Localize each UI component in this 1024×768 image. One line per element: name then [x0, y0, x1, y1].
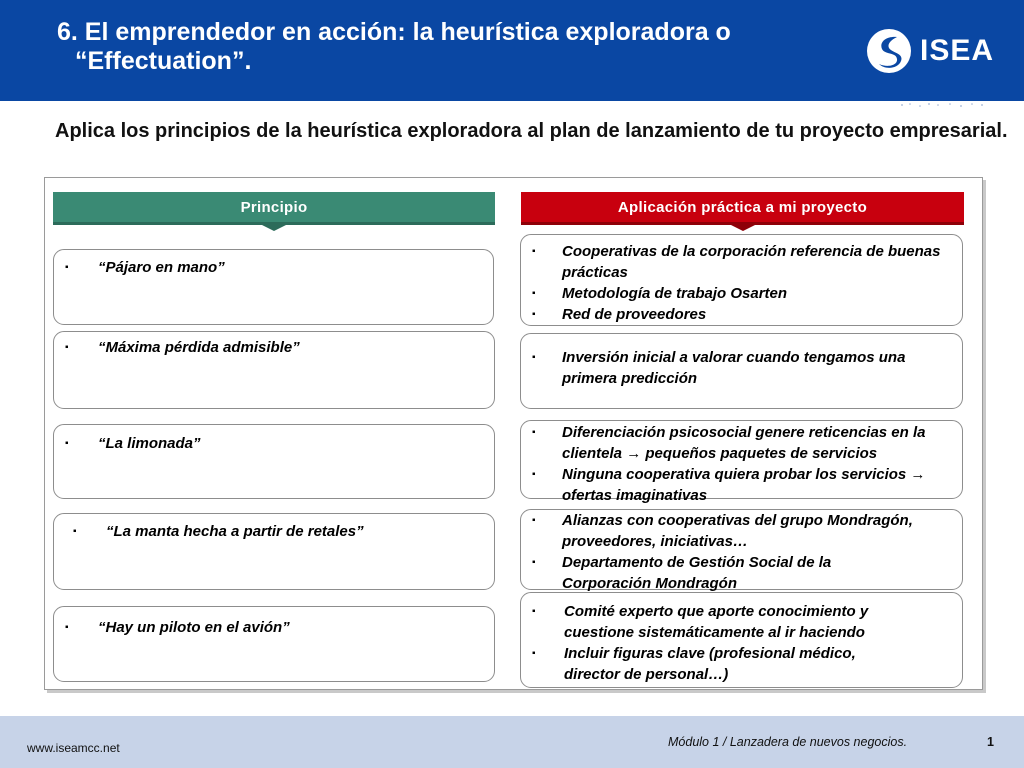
bullet-icon: ▪	[532, 648, 536, 659]
principle-item	[54, 521, 494, 542]
principle-header-notch	[262, 225, 286, 231]
application-text: Alianzas con cooperativas del grupo Mondragón, proveedores, iniciativas…	[562, 512, 913, 550]
principle-text: “La manta hecha a partir de retales”	[106, 523, 364, 540]
slide-subtitle: Aplica los principios de la heurística exploradora al plan de lanzamiento de tu proyecto empresarial.	[55, 120, 1008, 142]
header-decorative-dots	[898, 102, 988, 108]
application-box-2	[520, 333, 963, 409]
application-text: Comité experto que aporte conocimiento y cuestione sistemáticamente al ir haciendo	[564, 603, 869, 641]
application-text: Ninguna cooperativa quiera probar los servicios → ofertas imaginativas	[562, 466, 926, 504]
application-box-1	[520, 234, 963, 326]
bullet-icon: ▪	[532, 557, 536, 568]
isea-logo	[866, 28, 996, 76]
slide-title	[57, 18, 847, 76]
bullet-icon: ▪	[532, 309, 536, 320]
application-box-3	[520, 420, 963, 504]
principle-column-header-label: Principio	[240, 198, 308, 216]
page-number: 1	[987, 735, 994, 749]
application-text: Diferenciación psicosocial genere reticencias en la clientela → pequeños paquetes de servicios	[562, 424, 926, 462]
principle-box-3	[53, 424, 495, 499]
bullet-icon: ▪	[532, 246, 536, 257]
bullet-icon: ▪	[532, 606, 536, 617]
application-text: Cooperativas de la corporación referencia de buenas prácticas	[562, 243, 941, 281]
principle-box-1	[53, 249, 494, 325]
footer-module-label: Módulo 1 / Lanzadera de nuevos negocios.	[668, 735, 908, 749]
bullet-icon: ▪	[65, 622, 69, 633]
application-item	[521, 552, 962, 594]
principle-item	[54, 617, 494, 638]
principle-item	[54, 337, 494, 358]
principle-text: “Pájaro en mano”	[98, 259, 225, 276]
application-column-header	[521, 192, 964, 222]
application-column-header-label: Aplicación práctica a mi proyecto	[617, 198, 868, 216]
application-item	[521, 283, 962, 304]
bullet-icon: ▪	[532, 352, 536, 363]
bullet-icon: ▪	[65, 342, 69, 353]
slide-title-line-2: “Effectuation”.	[75, 47, 252, 75]
principle-text: “Hay un piloto en el avión”	[98, 619, 290, 636]
application-item	[521, 347, 962, 389]
principle-text: “La limonada”	[98, 435, 201, 452]
application-text: Incluir figuras clave (profesional médico, director de personal…)	[564, 645, 856, 683]
application-item	[521, 304, 962, 325]
slide-header-bar	[0, 0, 1024, 101]
principle-box-4	[53, 513, 495, 590]
principle-text: “Máxima pérdida admisible”	[98, 339, 300, 356]
slide-title-line-1: 6. El emprendedor en acción: la heurística exploradora o	[57, 18, 731, 46]
application-text: Departamento de Gestión Social de la Corporación Mondragón	[562, 554, 832, 592]
application-box-5	[520, 592, 963, 688]
principle-item	[54, 257, 493, 278]
application-item	[521, 464, 962, 506]
bullet-icon: ▪	[532, 515, 536, 526]
isea-logo-mark-icon	[866, 28, 912, 74]
bullet-icon: ▪	[65, 262, 69, 273]
application-header-notch	[731, 225, 755, 231]
application-item	[521, 510, 962, 552]
principle-box-2	[53, 331, 495, 409]
application-item	[521, 422, 962, 464]
principle-column-header	[53, 192, 495, 222]
application-text: Metodología de trabajo Osarten	[562, 285, 788, 302]
application-item	[521, 643, 962, 685]
principle-item	[54, 433, 494, 454]
application-text: Inversión inicial a valorar cuando tengamos una primera predicción	[562, 349, 906, 387]
bullet-icon: ▪	[532, 427, 536, 438]
isea-logo-text: ISEA	[920, 34, 995, 67]
bullet-icon: ▪	[65, 438, 69, 449]
application-text: Red de proveedores	[562, 306, 707, 323]
bullet-icon: ▪	[532, 288, 536, 299]
application-box-4	[520, 509, 963, 590]
application-item	[521, 241, 962, 283]
principle-box-5	[53, 606, 495, 682]
footer-website-link[interactable]: www.iseamcc.net	[27, 741, 120, 755]
bullet-icon: ▪	[73, 526, 77, 537]
application-item	[521, 601, 962, 643]
bullet-icon: ▪	[532, 469, 536, 480]
